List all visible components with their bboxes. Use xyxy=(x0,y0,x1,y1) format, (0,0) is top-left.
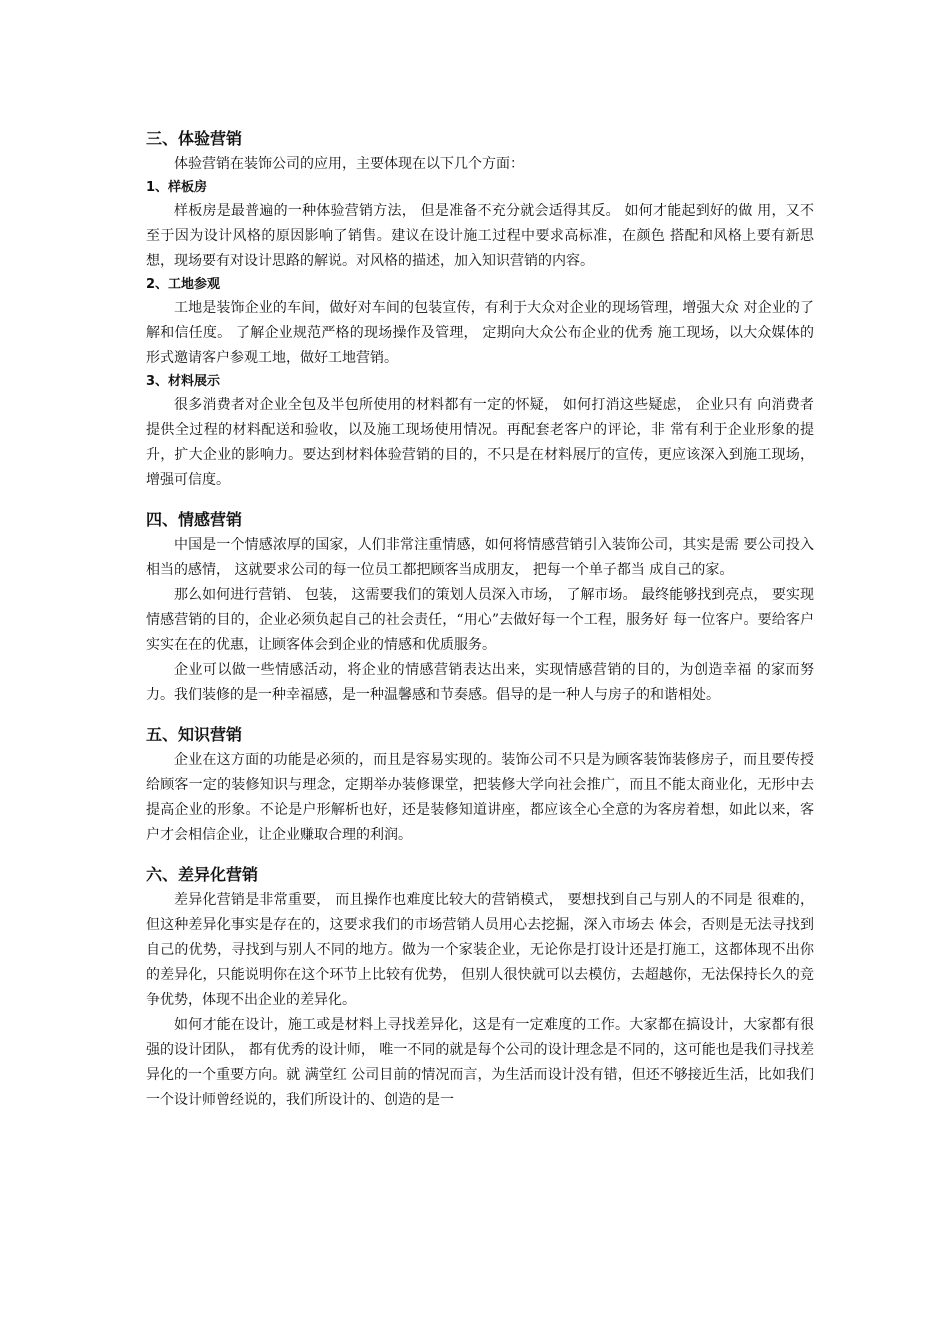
paragraph: 很多消费者对企业全包及半包所使用的材料都有一定的怀疑， 如何打消这些疑虑， 企业只有 向消费者提供全过程的材料配送和验收，以及施工现场使用情况。再配套老客户的评论，非 常有利于企业形象的提升，扩大企业的影响力。要达到材料体验营销的目的，不只是在材料展厅的宣传，更应该深入到施工现场，增强可信度。 xyxy=(146,397,814,488)
section-title: 五、知识营销 xyxy=(146,725,243,744)
paragraph: 工地是装饰企业的车间，做好对车间的包装宣传，有利于大众对企业的现场管理，增强大众 对企业的了解和信任度。 了解企业规范严格的现场操作及管理， 定期向大众公布企业的优秀 施工现场，以大众媒体的形式邀请客户参观工地，做好工地营销。 xyxy=(146,300,814,366)
section-title: 六、差异化营销 xyxy=(146,865,259,884)
paragraph: 企业在这方面的功能是必须的，而且是容易实现的。装饰公司不只是为顾客装饰装修房子，而且要传授给顾客一定的装修知识与理念，定期举办装修课堂，把装修大学向社会推广，而且不能太商业化，无形中去提高企业的形象。不论是户形解析也好，还是装修知道讲座，都应该全心全意的为客房着想，如此以来，客户才会相信企业，让企业赚取合理的利润。 xyxy=(146,752,814,843)
section-emotional-marketing xyxy=(146,507,814,708)
section-experience-marketing xyxy=(146,126,814,493)
paragraph: 差异化营销是非常重要， 而且操作也难度比较大的营销模式， 要想找到自己与别人的不同是 很难的，但这种差异化事实是存在的，这要求我们的市场营销人员用心去挖掘，深入市场去 体会，否则是无法寻找到自己的优势，寻找到与别人不同的地方。做为一个家装企业，无论你是打设计还是打施工，这都体现不出你的差异化，只能说明你在这个环节上比较有优势， 但别人很快就可以去模仿，去超越你，无法保持长久的竞争优势，体现不出企业的差异化。 xyxy=(146,892,814,1008)
paragraph: 如何才能在设计，施工或是材料上寻找差异化，这是有一定难度的工作。大家都在搞设计，大家都有很强的设计团队， 都有优秀的设计师， 唯一不同的就是每个公司的设计理念是不同的，这可能也是我们寻找差异化的一个重要方向。就 满堂红 公司目前的情况而言，为生活而设计没有错，但还不够接近生活，比如我们一个设计师曾经说的，我们所设计的、创造的是一 xyxy=(146,1017,814,1108)
section-title: 三、体验营销 xyxy=(146,129,243,148)
paragraph: 中国是一个情感浓厚的国家，人们非常注重情感，如何将情感营销引入装饰公司，其实是需 要公司投入相当的感情， 这就要求公司的每一位员工都把顾客当成朋友， 把每一个单子都当 成自己的家。 xyxy=(146,537,814,578)
subsection-title: 2、工地参观 xyxy=(146,277,221,292)
section-knowledge-marketing xyxy=(146,722,814,848)
section-title: 四、情感营销 xyxy=(146,510,243,529)
paragraph: 样板房是最普遍的一种体验营销方法， 但是准备不充分就会适得其反。 如何才能起到好的做 用，又不至于因为设计风格的原因影响了销售。建议在设计施工过程中要求高标准，在颜色 搭配和风格上要有新思想，现场要有对设计思路的解说。对风格的描述，加入知识营销的内容。 xyxy=(146,203,814,269)
paragraph: 那么如何进行营销、 包装， 这需要我们的策划人员深入市场， 了解市场。 最终能够找到亮点， 要实现情感营销的目的，企业必须负起自己的社会责任，“用心”去做好每一个工程，服务好 每一位客户。要给客户实实在在的优惠，让顾客体会到企业的情感和优质服务。 xyxy=(146,587,814,653)
subsection-title: 3、材料展示 xyxy=(146,374,221,389)
paragraph: 企业可以做一些情感活动，将企业的情感营销表达出来，实现情感营销的目的，为创造幸福 的家而努力。我们装修的是一种幸福感，是一种温馨感和节奏感。倡导的是一种人与房子的和谐相处。 xyxy=(146,662,814,703)
section-intro: 体验营销在装饰公司的应用，主要体现在以下几个方面： xyxy=(174,156,524,172)
document-body xyxy=(146,122,814,1113)
subsection-title: 1、样板房 xyxy=(146,180,208,195)
section-differentiation-marketing xyxy=(146,862,814,1113)
